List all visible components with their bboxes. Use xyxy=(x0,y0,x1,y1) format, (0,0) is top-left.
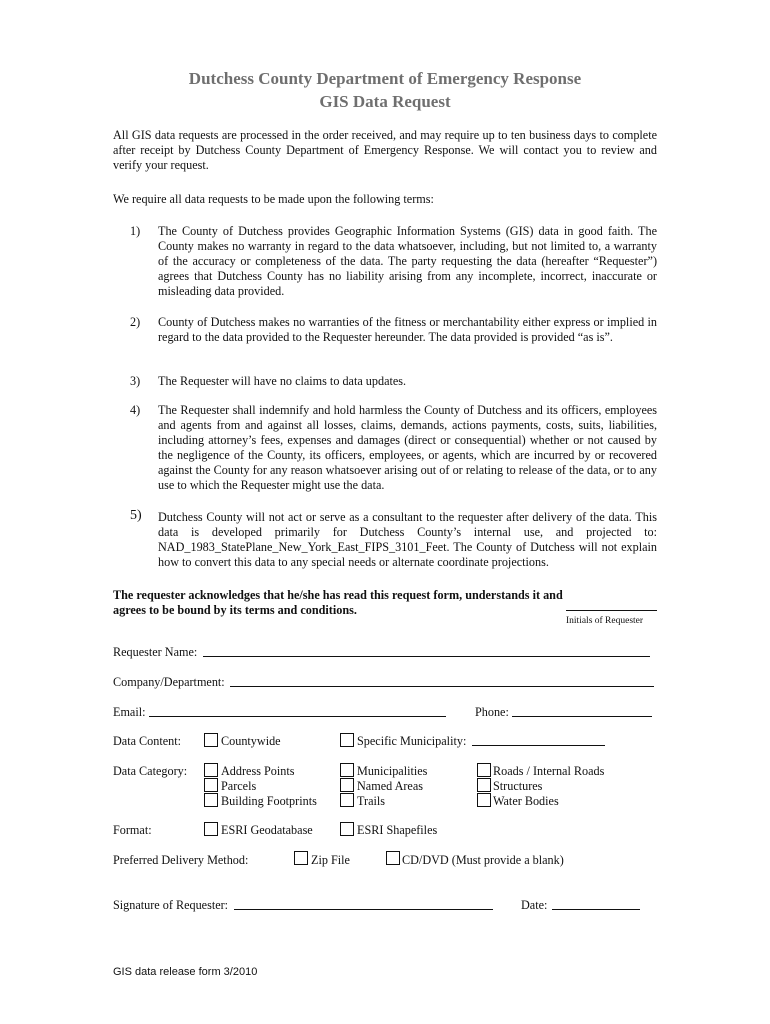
term-text: The County of Dutchess provides Geographic Information Systems (GIS) data in good faith. The County makes no warranty in regard to the data whatsoever, including, but not limited to, a warranty of the accuracy or completeness of the data. The party requesting the data (hereafter “Requester”) agrees that Dutchess County has no liability arising from any incomplete, incorrect, inaccurate or misleading data provided. xyxy=(158,224,657,298)
term-item-4 xyxy=(130,403,657,495)
structures-checkbox[interactable] xyxy=(477,778,491,792)
parcels-checkbox[interactable] xyxy=(204,778,218,792)
countywide-label: Countywide xyxy=(221,734,281,748)
term-text: County of Dutchess makes no warranties of the fitness or merchantability either express or implied in regard to the data provided to the Requester hereunder. The data provided is provided “as is”. xyxy=(158,315,657,344)
signature-field[interactable] xyxy=(234,909,493,910)
specific-municipality-checkbox[interactable] xyxy=(340,733,354,747)
term-number: 3) xyxy=(130,374,141,388)
address-points-label: Address Points xyxy=(221,764,295,778)
esri-geodatabase-checkbox[interactable] xyxy=(204,822,218,836)
email-label: Email: xyxy=(113,705,146,719)
term-text: The Requester shall indemnify and hold harmless the County of Dutchess and its officers, employees and agents from and against all losses, claims, demands, actions payments, costs, suits, liabilities, including attorney’s fees, expenses and damages (direct or consequential) whether or not caused by the negligence of the County, its officers, employees, or agents, which are incurred by or recovered against the County for any reason whatsoever arising out of or relating to release of the data, or to any use to which the Requester might use the data. xyxy=(158,403,657,492)
acknowledgement-statement: The requester acknowledges that he/she has read this request form, understands it and agrees to be bound by its terms and conditions. xyxy=(113,588,563,617)
delivery-method-label: Preferred Delivery Method: xyxy=(113,853,249,867)
parcels-label: Parcels xyxy=(221,779,257,793)
initials-field[interactable] xyxy=(566,610,657,611)
zip-file-label: Zip File xyxy=(311,853,350,867)
page-title: Dutchess County Department of Emergency Response xyxy=(188,69,582,88)
countywide-checkbox[interactable] xyxy=(204,733,218,747)
named-areas-label: Named Areas xyxy=(357,779,423,793)
trails-label: Trails xyxy=(357,794,385,808)
term-item-5 xyxy=(130,510,657,572)
company-label: Company/Department: xyxy=(113,675,225,689)
data-content-label: Data Content: xyxy=(113,734,182,748)
trails-checkbox[interactable] xyxy=(340,793,354,807)
building-footprints-checkbox[interactable] xyxy=(204,793,218,807)
term-item-1 xyxy=(130,224,657,300)
water-bodies-checkbox[interactable] xyxy=(477,793,491,807)
phone-label: Phone: xyxy=(475,705,509,719)
format-label: Format: xyxy=(113,823,152,837)
municipalities-label: Municipalities xyxy=(357,764,428,778)
intro-paragraph: All GIS data requests are processed in the order received, and may require up to ten business days to complete after receipt by Dutchess County Department of Emergency Response. We will contact you to review and verify your request. xyxy=(113,128,657,172)
email-field[interactable] xyxy=(149,716,446,717)
footer-note: GIS data release form 3/2010 xyxy=(113,966,258,978)
specific-municipality-label: Specific Municipality: xyxy=(357,734,467,748)
cd-dvd-checkbox[interactable] xyxy=(386,851,400,865)
address-points-checkbox[interactable] xyxy=(204,763,218,777)
term-number: 1) xyxy=(130,224,141,238)
zip-file-checkbox[interactable] xyxy=(294,851,308,865)
specific-municipality-field[interactable] xyxy=(472,745,605,746)
term-number: 4) xyxy=(130,403,141,417)
structures-label: Structures xyxy=(493,779,543,793)
term-text: Dutchess County will not act or serve as a consultant to the requester after delivery of the data. This data is developed primarily for Dutchess County’s internal use, and projected to: NAD_1983_StatePlane_New_York_East_FIPS_3101_Feet. The County of Dutchess will not explain how to convert this data to any special needs or alternate coordinate projections. xyxy=(158,510,657,569)
page-subtitle: GIS Data Request xyxy=(319,92,451,111)
roads-label: Roads / Internal Roads xyxy=(493,764,605,778)
initials-label: Initials of Requester xyxy=(566,616,644,626)
date-label: Date: xyxy=(521,898,548,912)
company-field[interactable] xyxy=(230,686,654,687)
term-item-2 xyxy=(130,315,657,361)
water-bodies-label: Water Bodies xyxy=(493,794,559,808)
date-field[interactable] xyxy=(552,909,640,910)
data-category-label: Data Category: xyxy=(113,764,188,778)
terms-lead: We require all data requests to be made upon the following terms: xyxy=(113,192,434,206)
term-text: The Requester will have no claims to data updates. xyxy=(158,374,407,388)
municipalities-checkbox[interactable] xyxy=(340,763,354,777)
esri-shapefiles-checkbox[interactable] xyxy=(340,822,354,836)
building-footprints-label: Building Footprints xyxy=(221,794,317,808)
term-number: 5) xyxy=(130,508,142,523)
term-number: 2) xyxy=(130,315,141,329)
esri-shapefiles-label: ESRI Shapefiles xyxy=(357,823,438,837)
roads-checkbox[interactable] xyxy=(477,763,491,777)
requester-name-label: Requester Name: xyxy=(113,645,198,659)
term-item-3 xyxy=(130,374,657,390)
phone-field[interactable] xyxy=(512,716,652,717)
cd-dvd-label: CD/DVD (Must provide a blank) xyxy=(402,853,564,867)
named-areas-checkbox[interactable] xyxy=(340,778,354,792)
esri-geodatabase-label: ESRI Geodatabase xyxy=(221,823,313,837)
requester-name-field[interactable] xyxy=(203,656,650,657)
signature-label: Signature of Requester: xyxy=(113,898,229,912)
